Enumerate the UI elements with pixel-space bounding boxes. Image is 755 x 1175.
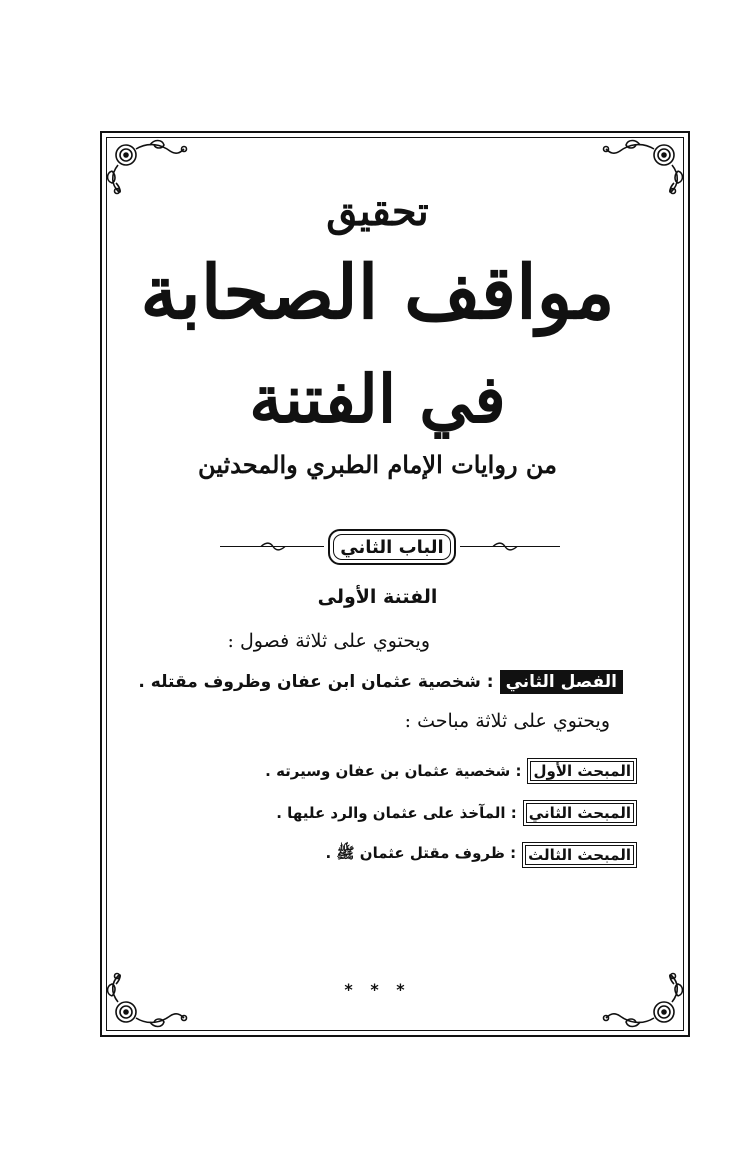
topic-entry bbox=[276, 800, 637, 826]
divider-ornament-icon bbox=[260, 542, 286, 551]
topic-entry bbox=[265, 758, 637, 784]
title-line-1: تحقيق bbox=[326, 188, 429, 235]
title-line-2: مواقف الصحابة bbox=[140, 250, 615, 336]
chapter-label-box bbox=[328, 529, 456, 565]
corner-ornament-icon bbox=[596, 970, 686, 1030]
topic-label: المبحث الثاني bbox=[523, 800, 637, 826]
section-subtitle: الفتنة الأولى bbox=[317, 586, 438, 608]
title-subline: من روايات الإمام الطبري والمحدثين bbox=[197, 450, 558, 479]
chapter-label: الباب الثاني bbox=[340, 536, 444, 558]
contains-topics-text: ويحتوي على ثلاثة مباحث : bbox=[404, 710, 610, 732]
topic-label: المبحث الثالث bbox=[522, 842, 637, 868]
chapter-tag: الفصل الثاني bbox=[500, 670, 623, 694]
chapter-entry bbox=[138, 672, 623, 692]
topic-text: : شخصية عثمان بن عفان وسيرته . bbox=[265, 762, 522, 780]
divider-ornament-icon bbox=[492, 542, 518, 551]
topic-text: : المآخذ على عثمان والرد عليها . bbox=[276, 804, 517, 822]
chapter-heading bbox=[220, 529, 560, 569]
topic-entry bbox=[326, 842, 638, 868]
title-line-3: في الفتنة bbox=[249, 360, 506, 438]
chapter-entry-text: : شخصية عثمان ابن عفان وظروف مقتله . bbox=[138, 672, 494, 692]
end-stars: * * * bbox=[344, 980, 411, 999]
topic-label: المبحث الأول bbox=[527, 758, 637, 784]
corner-ornament-icon bbox=[104, 970, 194, 1030]
topic-text: : ظروف مقتل عثمان ﷺ . bbox=[325, 844, 517, 862]
contains-chapters-text: ويحتوي على ثلاثة فصول : bbox=[227, 630, 430, 652]
